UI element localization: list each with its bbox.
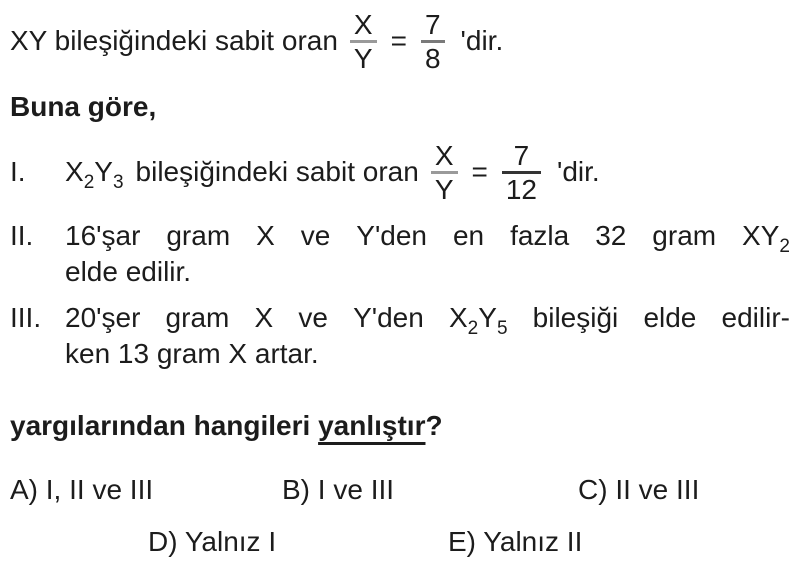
word: 32 [595,220,627,251]
chemical-formula-xy2 [742,218,790,257]
roman-numeral-iii: III. [10,302,42,333]
option-b: B) I ve III [282,474,395,505]
subscript: 2 [467,318,479,339]
options-row-2 [10,524,790,560]
statement-i-suffix: 'dir. [557,156,600,187]
seven-eighths-fraction [421,10,445,73]
word: ve [298,302,328,333]
word: 16'şar [65,220,141,251]
fraction-denominator: Y [353,42,373,74]
fraction-denominator: 12 [505,173,538,205]
statement-ii [10,218,790,290]
fraction-denominator: 8 [424,42,441,74]
word: Y'den [353,302,424,333]
option-d: D) Yalnız I [148,526,277,557]
question-intro [10,6,790,76]
intro-text: XY bileşiğindeki sabit oran [10,25,338,56]
statement-iii-line1 [65,300,790,339]
fraction-numerator: 7 [424,8,441,40]
seven-twelfths-fraction [502,141,541,204]
option-a: A) I, II ve III [10,474,154,505]
chemical-formula-x2y3 [65,156,124,193]
statement-ii-line1 [65,218,790,257]
subscript: 5 [496,318,508,339]
word: ve [300,220,331,251]
statement-i-line [65,136,790,208]
section-heading: Buna göre, [10,91,157,122]
subscript: 3 [112,172,124,193]
option-e: E) Yalnız II [448,526,583,557]
word: gram [166,220,231,251]
fraction-numerator: X [353,8,373,40]
word: Y'den [356,220,428,251]
intro-suffix: 'dir. [460,25,504,56]
word: gram [652,220,717,251]
statement-i [10,136,790,208]
word: elde [643,302,697,333]
element-symbol: X [448,302,468,333]
question-mark: ? [425,410,443,441]
fraction-numerator: 7 [513,139,530,171]
x-over-y-fraction [350,10,377,73]
statement-i-text: bileşiğindeki sabit oran [135,156,419,187]
roman-numeral-ii: II. [10,220,34,251]
equals-sign: = [471,156,488,187]
statement-ii-line2: elde edilir. [65,256,192,287]
word: X [256,220,275,251]
underlined-word: yanlıştır [318,410,426,441]
equals-sign: = [390,25,407,56]
word: gram [165,302,230,333]
option-c: C) II ve III [578,474,700,505]
element-symbol: XY [742,220,780,251]
question-stem [10,406,790,446]
word: fazla [510,220,570,251]
statement-iii [10,300,790,372]
x-over-y-fraction [431,141,458,204]
word: 20'şer [65,302,141,333]
statement-iii-line2: ken 13 gram X artar. [65,338,319,369]
chemical-formula-x2y5 [448,300,508,339]
word: X [254,302,274,333]
element-symbol: Y [94,156,113,187]
subscript: 2 [83,172,95,193]
roman-numeral-i: I. [10,156,26,187]
word: en [452,220,485,251]
element-symbol: Y [478,302,497,333]
word: edilir- [721,302,790,333]
element-symbol: X [65,156,84,187]
options-row-1 [10,472,790,508]
subscript: 2 [779,236,790,257]
word: bileşiği [532,302,619,333]
stem-text: yargılarından hangileri [10,410,311,441]
fraction-numerator: X [434,139,454,171]
fraction-denominator: Y [434,173,454,205]
